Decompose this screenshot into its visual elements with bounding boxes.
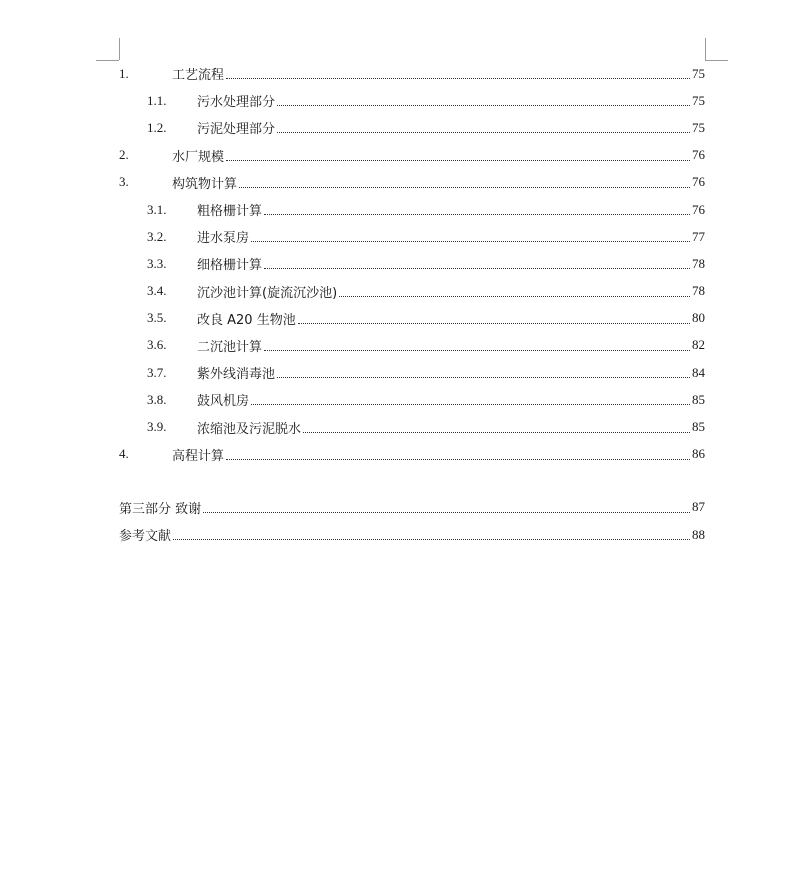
toc-entry-page-number: 75	[692, 65, 705, 81]
toc-dot-leader	[298, 323, 690, 324]
toc-entry-title: 第三部分 致谢	[119, 501, 202, 517]
toc-entry-number: 3.9.	[147, 419, 167, 435]
toc-dot-leader	[303, 432, 690, 433]
toc-entry-page-number: 80	[692, 310, 705, 326]
toc-entry[interactable]	[119, 441, 705, 468]
toc-entry-title: 进水泵房	[197, 231, 250, 247]
toc-dot-leader	[277, 377, 690, 378]
toc-entry-number: 1.	[119, 65, 129, 81]
toc-entry-number: 3.6.	[147, 337, 167, 353]
toc-dot-leader	[251, 404, 690, 405]
crop-mark-top-right-vertical	[705, 38, 706, 60]
toc-entry[interactable]	[119, 386, 705, 413]
toc-entry[interactable]	[119, 114, 705, 141]
toc-entry[interactable]	[119, 250, 705, 277]
toc-entry-title: 粗格栅计算	[197, 204, 263, 220]
toc-entry[interactable]	[119, 278, 705, 305]
toc-dot-leader	[264, 268, 690, 269]
toc-back-matter	[119, 494, 705, 548]
toc-entry-number: 3.5.	[147, 310, 167, 326]
toc-entry[interactable]	[119, 332, 705, 359]
toc-entry[interactable]	[119, 521, 705, 548]
toc-entry-title: 鼓风机房	[197, 394, 250, 410]
toc-entry-number: 3.1.	[147, 201, 167, 217]
toc-dot-leader	[277, 132, 690, 133]
toc-entry-title: 浓缩池及污泥脱水	[197, 421, 302, 437]
toc-entry[interactable]	[119, 196, 705, 223]
toc-entry-title: 污水处理部分	[197, 95, 276, 111]
toc-entry-page-number: 84	[692, 364, 705, 380]
toc-entry-number: 3.3.	[147, 255, 167, 271]
toc-entry-page-number: 82	[692, 337, 705, 353]
toc-entry[interactable]	[119, 142, 705, 169]
toc-dot-leader	[173, 539, 690, 540]
toc-entry-title: 二沉池计算	[197, 339, 263, 355]
toc-dot-leader	[226, 160, 690, 161]
toc-entry-page-number: 85	[692, 391, 705, 407]
toc-dot-leader	[203, 512, 690, 513]
toc-entry-page-number: 75	[692, 92, 705, 108]
toc-entry[interactable]	[119, 359, 705, 386]
toc-entry-number: 3.2.	[147, 228, 167, 244]
toc-entry[interactable]	[119, 223, 705, 250]
toc-entry-number: 4.	[119, 446, 129, 462]
toc-entry-number: 1.2.	[147, 119, 167, 135]
toc-chapters	[119, 60, 705, 468]
toc-entry-page-number: 86	[692, 446, 705, 462]
toc-entry[interactable]	[119, 494, 705, 521]
toc-entry-title: 工艺流程	[172, 68, 225, 84]
toc-entry-title: 构筑物计算	[172, 176, 238, 192]
toc-spacer	[119, 468, 705, 494]
table-of-contents	[119, 60, 705, 548]
toc-dot-leader	[277, 105, 690, 106]
toc-entry-page-number: 85	[692, 419, 705, 435]
crop-mark-top-left-horizontal	[96, 60, 119, 61]
toc-entry-page-number: 88	[692, 526, 705, 542]
toc-entry-title: 参考文献	[119, 529, 172, 545]
toc-entry-title: 改良 A20 生物池	[197, 312, 296, 328]
toc-entry[interactable]	[119, 169, 705, 196]
toc-entry[interactable]	[119, 87, 705, 114]
toc-entry-page-number: 78	[692, 255, 705, 271]
toc-dot-leader	[226, 459, 690, 460]
toc-entry-page-number: 87	[692, 499, 705, 515]
toc-entry-page-number: 78	[692, 283, 705, 299]
toc-entry-title: 细格栅计算	[197, 258, 263, 274]
toc-entry-number: 2.	[119, 147, 129, 163]
toc-entry-page-number: 76	[692, 174, 705, 190]
toc-dot-leader	[264, 214, 690, 215]
toc-entry[interactable]	[119, 305, 705, 332]
toc-entry-number: 3.4.	[147, 283, 167, 299]
toc-entry-title: 水厂规模	[172, 149, 225, 165]
toc-entry-title: 污泥处理部分	[197, 122, 276, 138]
toc-entry-page-number: 75	[692, 119, 705, 135]
toc-entry-title: 沉沙池计算(旋流沉沙池)	[197, 285, 338, 301]
toc-entry-title: 紫外线消毒池	[197, 367, 276, 383]
toc-dot-leader	[239, 187, 690, 188]
crop-mark-top-right-horizontal	[705, 60, 728, 61]
crop-mark-top-left-vertical	[119, 38, 120, 60]
toc-entry-page-number: 77	[692, 228, 705, 244]
toc-entry-title: 高程计算	[172, 448, 225, 464]
toc-dot-leader	[339, 296, 690, 297]
toc-entry-number: 3.	[119, 174, 129, 190]
toc-entry-number: 1.1.	[147, 92, 167, 108]
toc-dot-leader	[226, 78, 690, 79]
toc-entry-page-number: 76	[692, 147, 705, 163]
toc-entry-number: 3.7.	[147, 364, 167, 380]
toc-dot-leader	[264, 350, 690, 351]
toc-entry[interactable]	[119, 60, 705, 87]
toc-dot-leader	[251, 241, 690, 242]
toc-entry-page-number: 76	[692, 201, 705, 217]
toc-entry-number: 3.8.	[147, 391, 167, 407]
toc-entry[interactable]	[119, 413, 705, 440]
